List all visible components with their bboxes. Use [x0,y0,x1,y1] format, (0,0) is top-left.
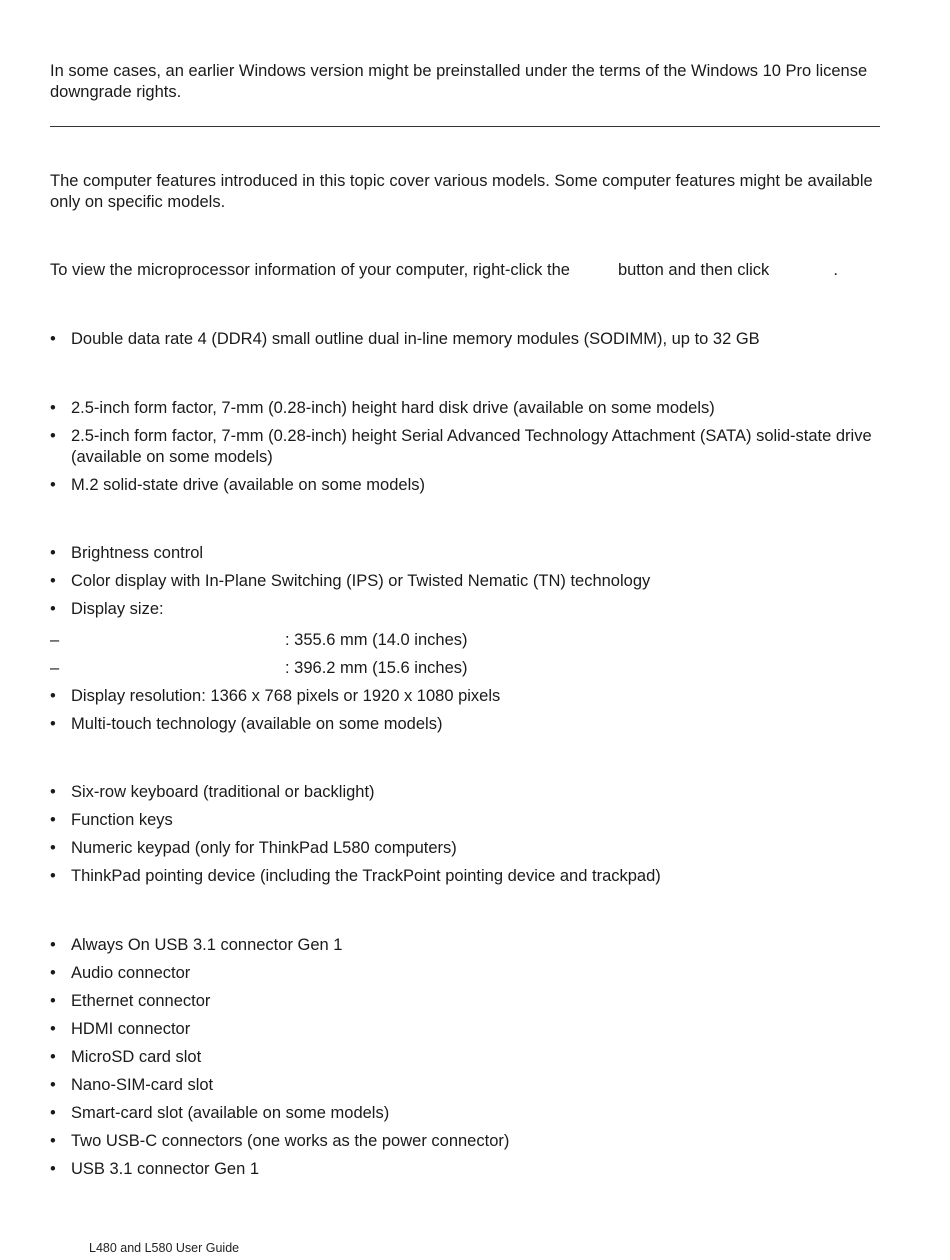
list-item-text: Six-row keyboard (traditional or backlight) [71,783,375,801]
bullet: • [50,783,56,801]
list-item [50,866,880,887]
display-size-item [50,658,880,679]
list-item-text: M.2 solid-state drive (available on some models) [71,475,425,494]
display-list [50,543,880,742]
list-item [50,329,880,350]
bullet: • [50,1020,56,1038]
bullet: • [50,1104,56,1122]
list-item [50,1159,880,1180]
list-item-text: Numeric keypad (only for ThinkPad L580 computers) [71,839,457,857]
display-size-text: : 355.6 mm (14.0 inches) [285,630,468,649]
memory-list [50,329,880,357]
bullet: • [50,1076,56,1094]
list-item [50,686,880,707]
bullet: • [50,964,56,982]
list-item [50,1075,880,1096]
bullet: • [50,1048,56,1066]
list-item-text: Double data rate 4 (DDR4) small outline dual in-line memory modules (SODIMM), up to 32 GB [71,330,760,348]
bullet: • [50,867,56,885]
list-item [50,1019,880,1040]
list-item-text: ThinkPad pointing device (including the TrackPoint pointing device and trackpad) [71,867,661,885]
bullet: • [50,330,56,348]
list-item [50,543,880,564]
page-footer: L480 and L580 User Guide [89,1241,240,1255]
list-item-text: Brightness control [71,544,204,562]
list-item [50,963,880,984]
list-item [50,1131,880,1152]
microprocessor-text [50,260,880,281]
list-item-text: USB 3.1 connector Gen 1 [71,1160,260,1178]
list-item-text: Display size: [71,600,164,618]
bullet: • [50,992,56,1010]
list-item-text: Display resolution: 1366 x 768 pixels or 1920 x 1080 pixels [71,686,501,705]
list-item [50,475,880,496]
bullet: • [50,544,56,562]
list-item-text: Nano-SIM-card slot [71,1076,214,1094]
list-item [50,935,880,956]
list-item [50,991,880,1012]
list-item [50,599,880,620]
list-item [50,782,880,803]
list-item [50,398,880,419]
bullet: • [50,475,56,494]
list-item-text: Always On USB 3.1 connector Gen 1 [71,936,343,954]
list-item [50,838,880,859]
list-item-text: Ethernet connector [71,992,211,1010]
bullet: • [50,427,56,445]
bullet: • [50,1132,56,1150]
bullet: • [50,839,56,857]
bullet: • [50,936,56,954]
list-item-text: 2.5-inch form factor, 7-mm (0.28-inch) height Serial Advanced Technology Attachment (SATA) solid-state drive (available on some models) [71,427,872,466]
connectors-list [50,935,880,1187]
list-item-text: Two USB-C connectors (one works as the power connector) [71,1132,510,1150]
list-item-text: Audio connector [71,964,191,982]
bullet: • [50,600,56,618]
microprocessor-text-end: . [833,261,838,279]
list-item [50,571,880,592]
list-item [50,426,880,467]
dash: – [50,658,60,677]
list-item-text: Smart-card slot (available on some models) [71,1104,390,1122]
bullet: • [50,811,56,829]
list-item-text: HDMI connector [71,1020,191,1038]
list-item [50,1103,880,1124]
list-item-text: 2.5-inch form factor, 7-mm (0.28-inch) height hard disk drive (available on some models) [71,399,715,417]
display-size-text: : 396.2 mm (15.6 inches) [285,658,468,677]
list-item [50,1047,880,1068]
list-item-text: Color display with In-Plane Switching (IPS) or Twisted Nematic (TN) technology [71,572,651,590]
bullet: • [50,686,56,705]
bullet: • [50,714,56,733]
dash: – [50,630,60,649]
features-intro: The computer features introduced in this topic cover various models. Some computer features might be available only on specific models. [50,172,873,211]
microprocessor-text-middle: button and then click [617,261,770,279]
display-size-item [50,630,880,651]
bullet: • [50,572,56,590]
storage-list [50,398,880,503]
divider-line [50,126,880,127]
list-item-text: MicroSD card slot [71,1048,202,1066]
bullet: • [50,1160,56,1178]
list-item [50,714,880,735]
list-item-text: Multi-touch technology (available on some models) [71,714,443,733]
microprocessor-text-before: To view the microprocessor information of your computer, right-click the [50,261,570,279]
preinstall-note: In some cases, an earlier Windows version might be preinstalled under the terms of the Windows 10 Pro license downgrade rights. [50,62,868,101]
list-item-text: Function keys [71,811,173,829]
list-item [50,810,880,831]
keyboard-list [50,782,880,894]
bullet: • [50,399,56,417]
